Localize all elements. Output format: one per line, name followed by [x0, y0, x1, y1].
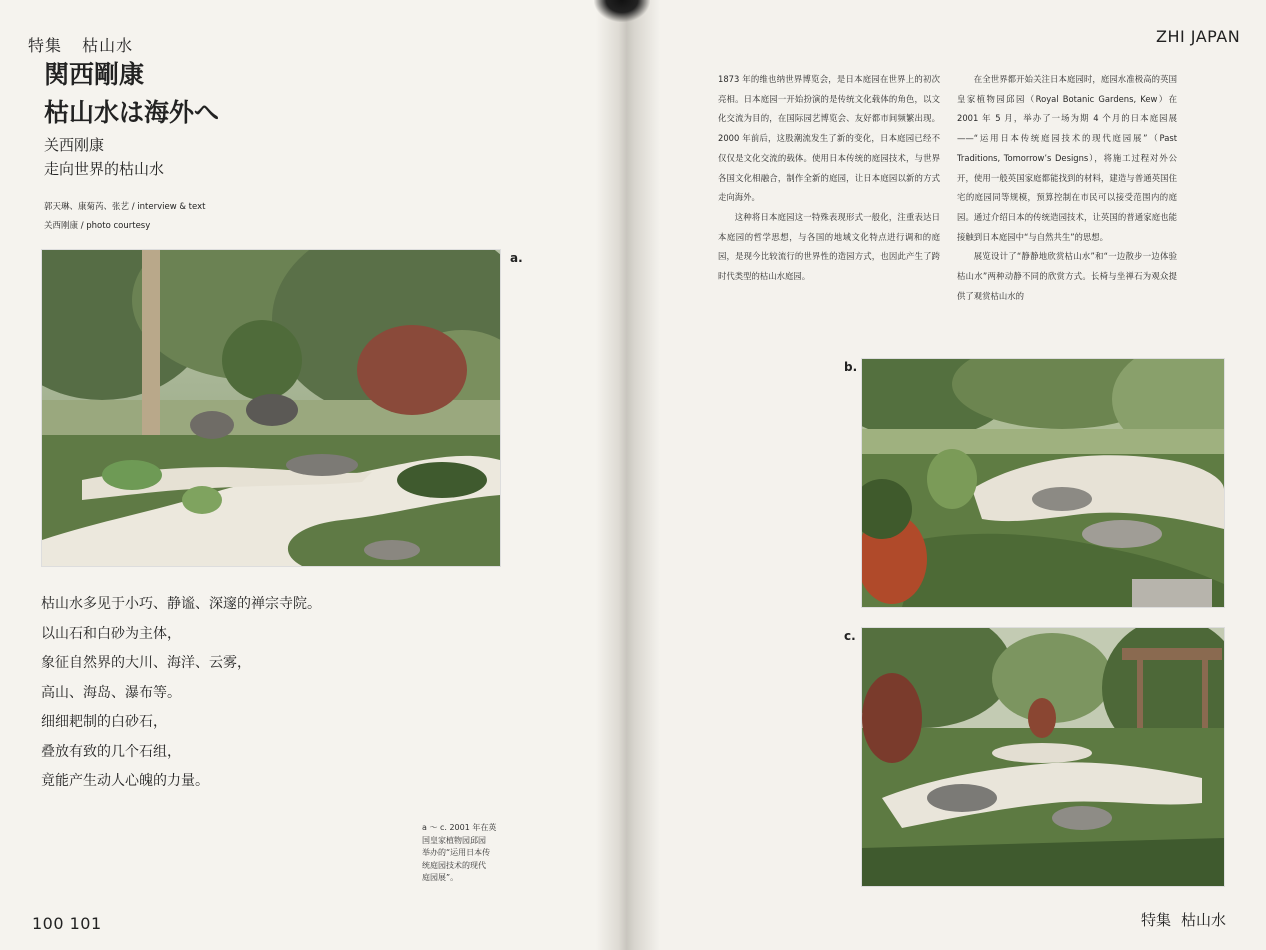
magazine-brand: ZHI JAPAN	[1156, 27, 1241, 46]
title-cn-line-2: 走向世界的枯山水	[44, 160, 165, 178]
col2-paragraph-2: 展览设计了“静静地欣赏枯山水”和“一边散步一边体验枯山水”两种动静不同的欣赏方式。长椅与坐禅石为观众提供了观赏枯山水的	[957, 251, 1177, 301]
poem-line-6: 叠放有致的几个石组，	[41, 743, 181, 760]
footer-label-b: 枯山水	[1181, 911, 1227, 929]
photo-c	[861, 627, 1225, 887]
section-label-b: 枯山水	[82, 36, 134, 55]
col1-paragraph-1: 1873 年的维也纳世界博览会，是日本庭园在世界上的初次亮相。日本庭园一开始扮演的是传统文化载体的角色，以文化交流为目的，在国际园艺博览会、友好都市间频繁出现。2000 年前后，这股潮流发生了新的变化，日本庭园已经不仅仅是文化交流的载体。使用日本传统的庭园技术，与世界各国文化相融合，制作全新的庭园，让日本庭园以新的方式走向海外。	[718, 74, 940, 203]
credit-photo: 关西刚康 / photo courtesy	[44, 221, 151, 231]
photo-c-label: c.	[844, 629, 856, 643]
section-label-a: 特集	[28, 36, 63, 55]
photo-b	[861, 358, 1225, 608]
caption-line-1: a ～ c. 2001 年在英	[422, 823, 497, 832]
caption-line-2: 国皇家植物园邱园	[422, 835, 486, 845]
photo-b-label: b.	[844, 360, 858, 374]
poem-line-1: 枯山水多见于小巧、静谧、深邃的禅宗寺院。	[41, 596, 321, 612]
title-jp-line-2: 枯山水は海外へ	[44, 98, 220, 127]
poem-line-4: 高山、海岛、瀑布等。	[41, 684, 181, 701]
photo-c-garden-image	[862, 628, 1224, 886]
poem	[41, 590, 321, 797]
title-jp-line-1: 関西剛康	[44, 60, 145, 89]
section-label	[28, 33, 133, 56]
col1-paragraph-2: 这种将日本庭园这一特殊表现形式一般化，注重表达日本庭园的哲学思想，与各国的地域文化特点进行调和的庭园，是现今比较流行的世界性的造园方式，也因此产生了跨时代类型的枯山水庭园。	[718, 211, 940, 282]
caption-line-4: 统庭园技术的现代	[422, 860, 486, 870]
title-japanese	[44, 56, 219, 132]
book-gutter	[596, 0, 660, 950]
poem-line-5: 细细耙制的白砂石，	[41, 714, 167, 730]
poem-line-3: 象征自然界的大川、海洋、云雾，	[41, 655, 251, 671]
caption-line-3: 举办的“运用日本传	[422, 848, 491, 857]
photo-a	[41, 249, 501, 567]
title-chinese	[44, 133, 164, 181]
poem-line-7: 竟能产生动人心魄的力量。	[41, 773, 209, 789]
body-column-2	[957, 70, 1177, 306]
title-cn-line-1: 关西刚康	[44, 136, 105, 154]
caption-line-5: 庭园展”。	[422, 873, 459, 882]
body-column-1	[718, 70, 940, 287]
credit-interview: 郭天琳、康菊芮、张艺 / interview & text	[44, 202, 206, 212]
photo-a-garden-image	[42, 250, 500, 566]
page-numbers: 100 101	[32, 914, 102, 933]
poem-line-2: 以山石和白砂为主体，	[41, 625, 181, 642]
section-footer	[1141, 909, 1226, 930]
book-spine-shadow	[594, 0, 650, 22]
photo-caption	[422, 822, 512, 885]
credits	[44, 198, 205, 236]
photo-a-label: a.	[510, 251, 523, 265]
col2-paragraph-1: 在全世界都开始关注日本庭园时，庭园水准极高的英国皇家植物园邱园（Royal Botanic Gardens, Kew）在 2001 年 5 月，举办了一场为期 4 个月的日本庭园展——“运用日本传统庭园技术的现代庭园展”（Past Traditions, Tomorrow’s Designs），将施工过程对外公开，使用一般英国家庭都能找到的材料，建造与普通英国住宅的庭园同等规模，预算控制在市民可以接受范围内的庭园。通过介绍日本的传统造园技术，让英国的普通家庭也能接触到日本庭园中“与自然共生”的思想。	[957, 74, 1177, 242]
footer-label-a: 特集	[1141, 911, 1172, 929]
photo-b-garden-image	[862, 359, 1224, 607]
